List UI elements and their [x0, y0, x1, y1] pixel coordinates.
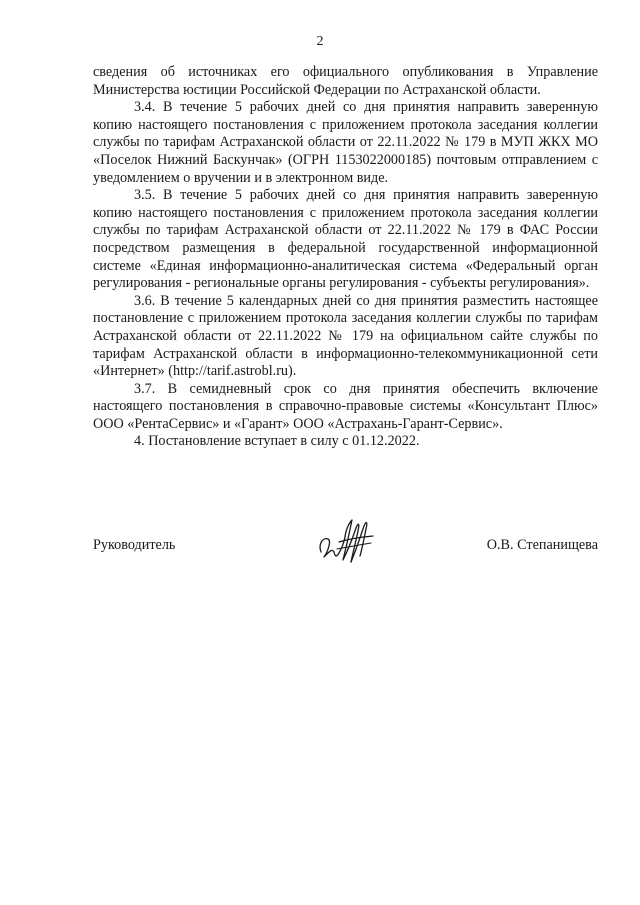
- signer-position: Руководитель: [93, 537, 176, 553]
- paragraph-3-6: 3.6. В течение 5 календарных дней со дня принятия разместить настоящее постановление с приложением протокола заседания коллегии службы по тарифам Астраханской области от 22.11.2022 № 179 на официальном сайте службы по тарифам Астраханской области в информационно-телекоммуникационной сети «Интернет» (http://tarif.astrobl.ru).: [93, 292, 598, 380]
- paragraph-3-4: 3.4. В течение 5 рабочих дней со дня принятия направить заверенную копию настоящего постановления с приложением протокола заседания коллегии службы по тарифам Астраханской области от 22.11.2022 № 179 в МУП ЖКХ МО «Поселок Нижний Баскунчак» (ОГРН 1153022000185) почтовым отправлением с уведомлением о вручении и в электронном виде.: [93, 99, 598, 186]
- handwritten-signature: [315, 512, 377, 566]
- page-number: 2: [316, 34, 324, 49]
- paragraph-publication-info: сведения об источниках его официального опубликования в Управление Министерства юстиции Российской Федерации по Астраханской области.: [93, 64, 598, 98]
- document-body: [93, 64, 598, 451]
- signer-name: О.В. Степанищева: [486, 537, 598, 553]
- paragraph-3-7: 3.7. В семидневный срок со дня принятия обеспечить включение настоящего постановления в справочно-правовые системы «Консультант Плюс» ООО «РентаСервис» и «Гарант» ООО «Астрахань-Гарант-Сервис».: [93, 380, 598, 432]
- paragraph-3-5: 3.5. В течение 5 рабочих дней со дня принятия направить заверенную копию настоящего постановления с приложением протокола заседания коллегии службы по тарифам Астраханской области от 22.11.2022 № 179 в ФАС России посредством размещения в федеральной государственной информационной системе «Единая информационно-аналитическая система «Федеральный орган регулирования - региональные органы регулирования - субъекты регулирования».: [93, 187, 598, 292]
- paragraph-4: 4. Постановление вступает в силу с 01.12.2022.: [134, 433, 420, 450]
